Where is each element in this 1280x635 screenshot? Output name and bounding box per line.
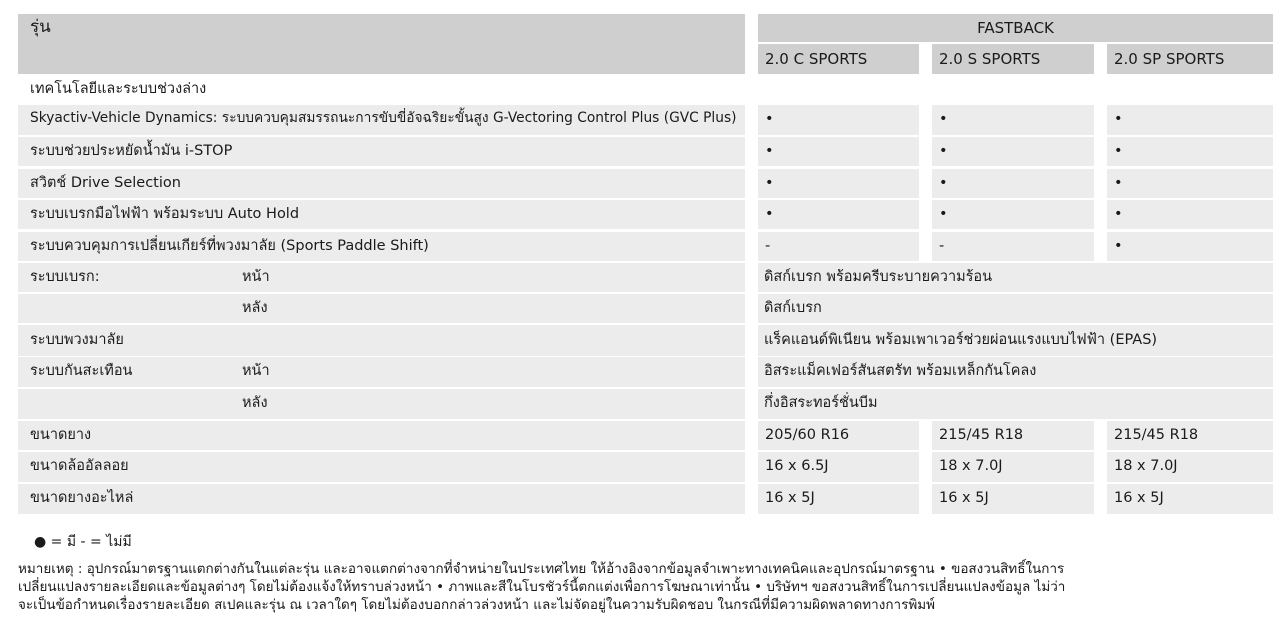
spec-row-value: - xyxy=(765,238,771,254)
spec-row-label: Skyactiv-Vehicle Dynamics: ระบบควบคุมสมรรถนะการขับขี่อัจฉริยะขั้นสูง G-Vectoring Control Plus (GVC Plus) xyxy=(30,110,737,126)
header-variant-label: 2.0 C SPORTS xyxy=(765,50,868,68)
header-variant-label: 2.0 SP SPORTS xyxy=(1114,50,1225,68)
spec-row-value: • xyxy=(1114,238,1123,254)
spec-row-label: ระบบช่วยประหยัดน้ำมัน i-STOP xyxy=(30,143,233,159)
spec-row-label-cell xyxy=(18,294,745,323)
spec-row-value: 18 x 7.0J xyxy=(1114,458,1178,474)
spec-row-value: • xyxy=(1114,175,1123,191)
spec-row-value: • xyxy=(765,175,774,191)
spec-row-value: • xyxy=(1114,206,1123,222)
spec-row-label: ขนาดยางอะไหล่ xyxy=(30,490,134,506)
spec-row-value-cell xyxy=(932,169,1094,198)
spec-row-value: 215/45 R18 xyxy=(1114,427,1199,443)
spec-row-value-cell xyxy=(758,232,919,261)
spec-row-sublabel: หลัง xyxy=(242,300,268,316)
spec-row-value: - xyxy=(939,238,945,254)
spec-row-value: ดิสก์เบรก xyxy=(764,300,822,316)
spec-row-label-cell xyxy=(18,389,745,419)
spec-row-value: 16 x 5J xyxy=(939,490,989,506)
spec-row-value-cell xyxy=(1107,105,1273,135)
footnote-line: หมายเหตุ : อุปกรณ์มาตรฐานแตกต่างกันในแต่ละรุ่น และอาจแตกต่างจากที่จำหน่ายในประเทศไทย ให้อ้างอิงจากข้อมูลจำเพาะทางเทคนิคและอุปกรณ์มาตรฐาน • ขอสงวนสิทธิ์ในการ xyxy=(18,561,1065,577)
spec-row-value-cell xyxy=(1107,232,1273,261)
spec-row-label-cell xyxy=(18,421,745,450)
spec-row-value-cell xyxy=(758,137,919,166)
header-variant-label: 2.0 S SPORTS xyxy=(939,50,1041,68)
header-model-label: รุ่น xyxy=(30,17,51,37)
header-group-label: FASTBACK xyxy=(977,19,1054,37)
spec-row-value: กึ่งอิสระทอร์ชั่นบีม xyxy=(764,395,878,411)
spec-row-value: 16 x 5J xyxy=(765,490,815,506)
spec-row-value-cell xyxy=(932,232,1094,261)
spec-row-value: • xyxy=(765,206,774,222)
spec-row-label: ระบบพวงมาลัย xyxy=(30,332,124,348)
section-title: เทคโนโลยีและระบบช่วงล่าง xyxy=(30,81,207,97)
spec-row-value: ดิสก์เบรก พร้อมครีบระบายความร้อน xyxy=(764,269,993,285)
spec-row-value-cell xyxy=(932,200,1094,229)
spec-row-value-cell xyxy=(1107,200,1273,229)
spec-row-value: • xyxy=(765,111,774,127)
spec-row-value: • xyxy=(765,143,774,159)
spec-row-label: ขนาดล้ออัลลอย xyxy=(30,458,129,474)
spec-row-value-cell xyxy=(1107,169,1273,198)
spec-row-value-cell xyxy=(758,169,919,198)
spec-row-value-cell xyxy=(932,105,1094,135)
spec-row-value-cell xyxy=(932,137,1094,166)
spec-row-value: 215/45 R18 xyxy=(939,427,1024,443)
spec-row-value: 16 x 5J xyxy=(1114,490,1164,506)
spec-row-sublabel: หลัง xyxy=(242,395,268,411)
spec-row-value: 16 x 6.5J xyxy=(765,458,829,474)
spec-row-label: ระบบเบรก: xyxy=(30,269,100,285)
spec-row-label: ระบบควบคุมการเปลี่ยนเกียร์ที่พวงมาลัย (Sports Paddle Shift) xyxy=(30,238,429,254)
spec-row-label: ระบบเบรกมือไฟฟ้า พร้อมระบบ Auto Hold xyxy=(30,206,300,222)
header-model-cell xyxy=(18,14,745,74)
spec-row-sublabel: หน้า xyxy=(242,269,270,285)
spec-row-value: อิสระแม็คเฟอร์สันสตรัท พร้อมเหล็กกันโคลง xyxy=(764,363,1037,379)
spec-row-label-cell xyxy=(18,325,745,356)
legend: ● = มี - = ไม่มี xyxy=(34,534,132,550)
spec-row-label: ขนาดยาง xyxy=(30,427,92,443)
spec-row-value: 205/60 R16 xyxy=(765,427,850,443)
footnote-line: เปลี่ยนแปลงรายละเอียดและข้อมูลต่างๆ โดยไม่ต้องแจ้งให้ทราบล่วงหน้า • ภาพและสีในโบรชัวร์นี้ตกแต่งเพื่อการโฆษณาเท่านั้น • บริษัทฯ ขอสงวนสิทธิ์ในการเปลี่ยนแปลงข้อมูล ไม่ว่า xyxy=(18,579,1066,595)
spec-row-value: • xyxy=(939,143,948,159)
spec-row-value: • xyxy=(939,206,948,222)
spec-row-label-cell xyxy=(18,263,745,292)
spec-row-label: ระบบกันสะเทือน xyxy=(30,363,133,379)
spec-row-value: • xyxy=(939,111,948,127)
spec-row-value-cell xyxy=(758,105,919,135)
spec-row-value: • xyxy=(939,175,948,191)
spec-row-value: แร็คแอนด์พิเนียน พร้อมเพาเวอร์ช่วยผ่อนแรงแบบไฟฟ้า (EPAS) xyxy=(764,332,1158,348)
spec-row-value: 18 x 7.0J xyxy=(939,458,1003,474)
spec-row-value: • xyxy=(1114,111,1123,127)
spec-row-label: สวิตช์ Drive Selection xyxy=(30,175,181,191)
spec-row-sublabel: หน้า xyxy=(242,363,270,379)
spec-row-value-cell xyxy=(758,200,919,229)
spec-row-value: • xyxy=(1114,143,1123,159)
spec-row-span-cell xyxy=(758,294,1273,323)
footnote-line: จะเป็นข้อกำหนดเรื่องรายละเอียด สเปคและรุ่น ณ เวลาใดๆ โดยไม่ต้องบอกกล่าวล่วงหน้า และไม่จัดอยู่ในความรับผิดชอบ ในกรณีที่มีความผิดพลาดทางการพิมพ์ xyxy=(18,597,936,613)
spec-row-value-cell xyxy=(1107,137,1273,166)
